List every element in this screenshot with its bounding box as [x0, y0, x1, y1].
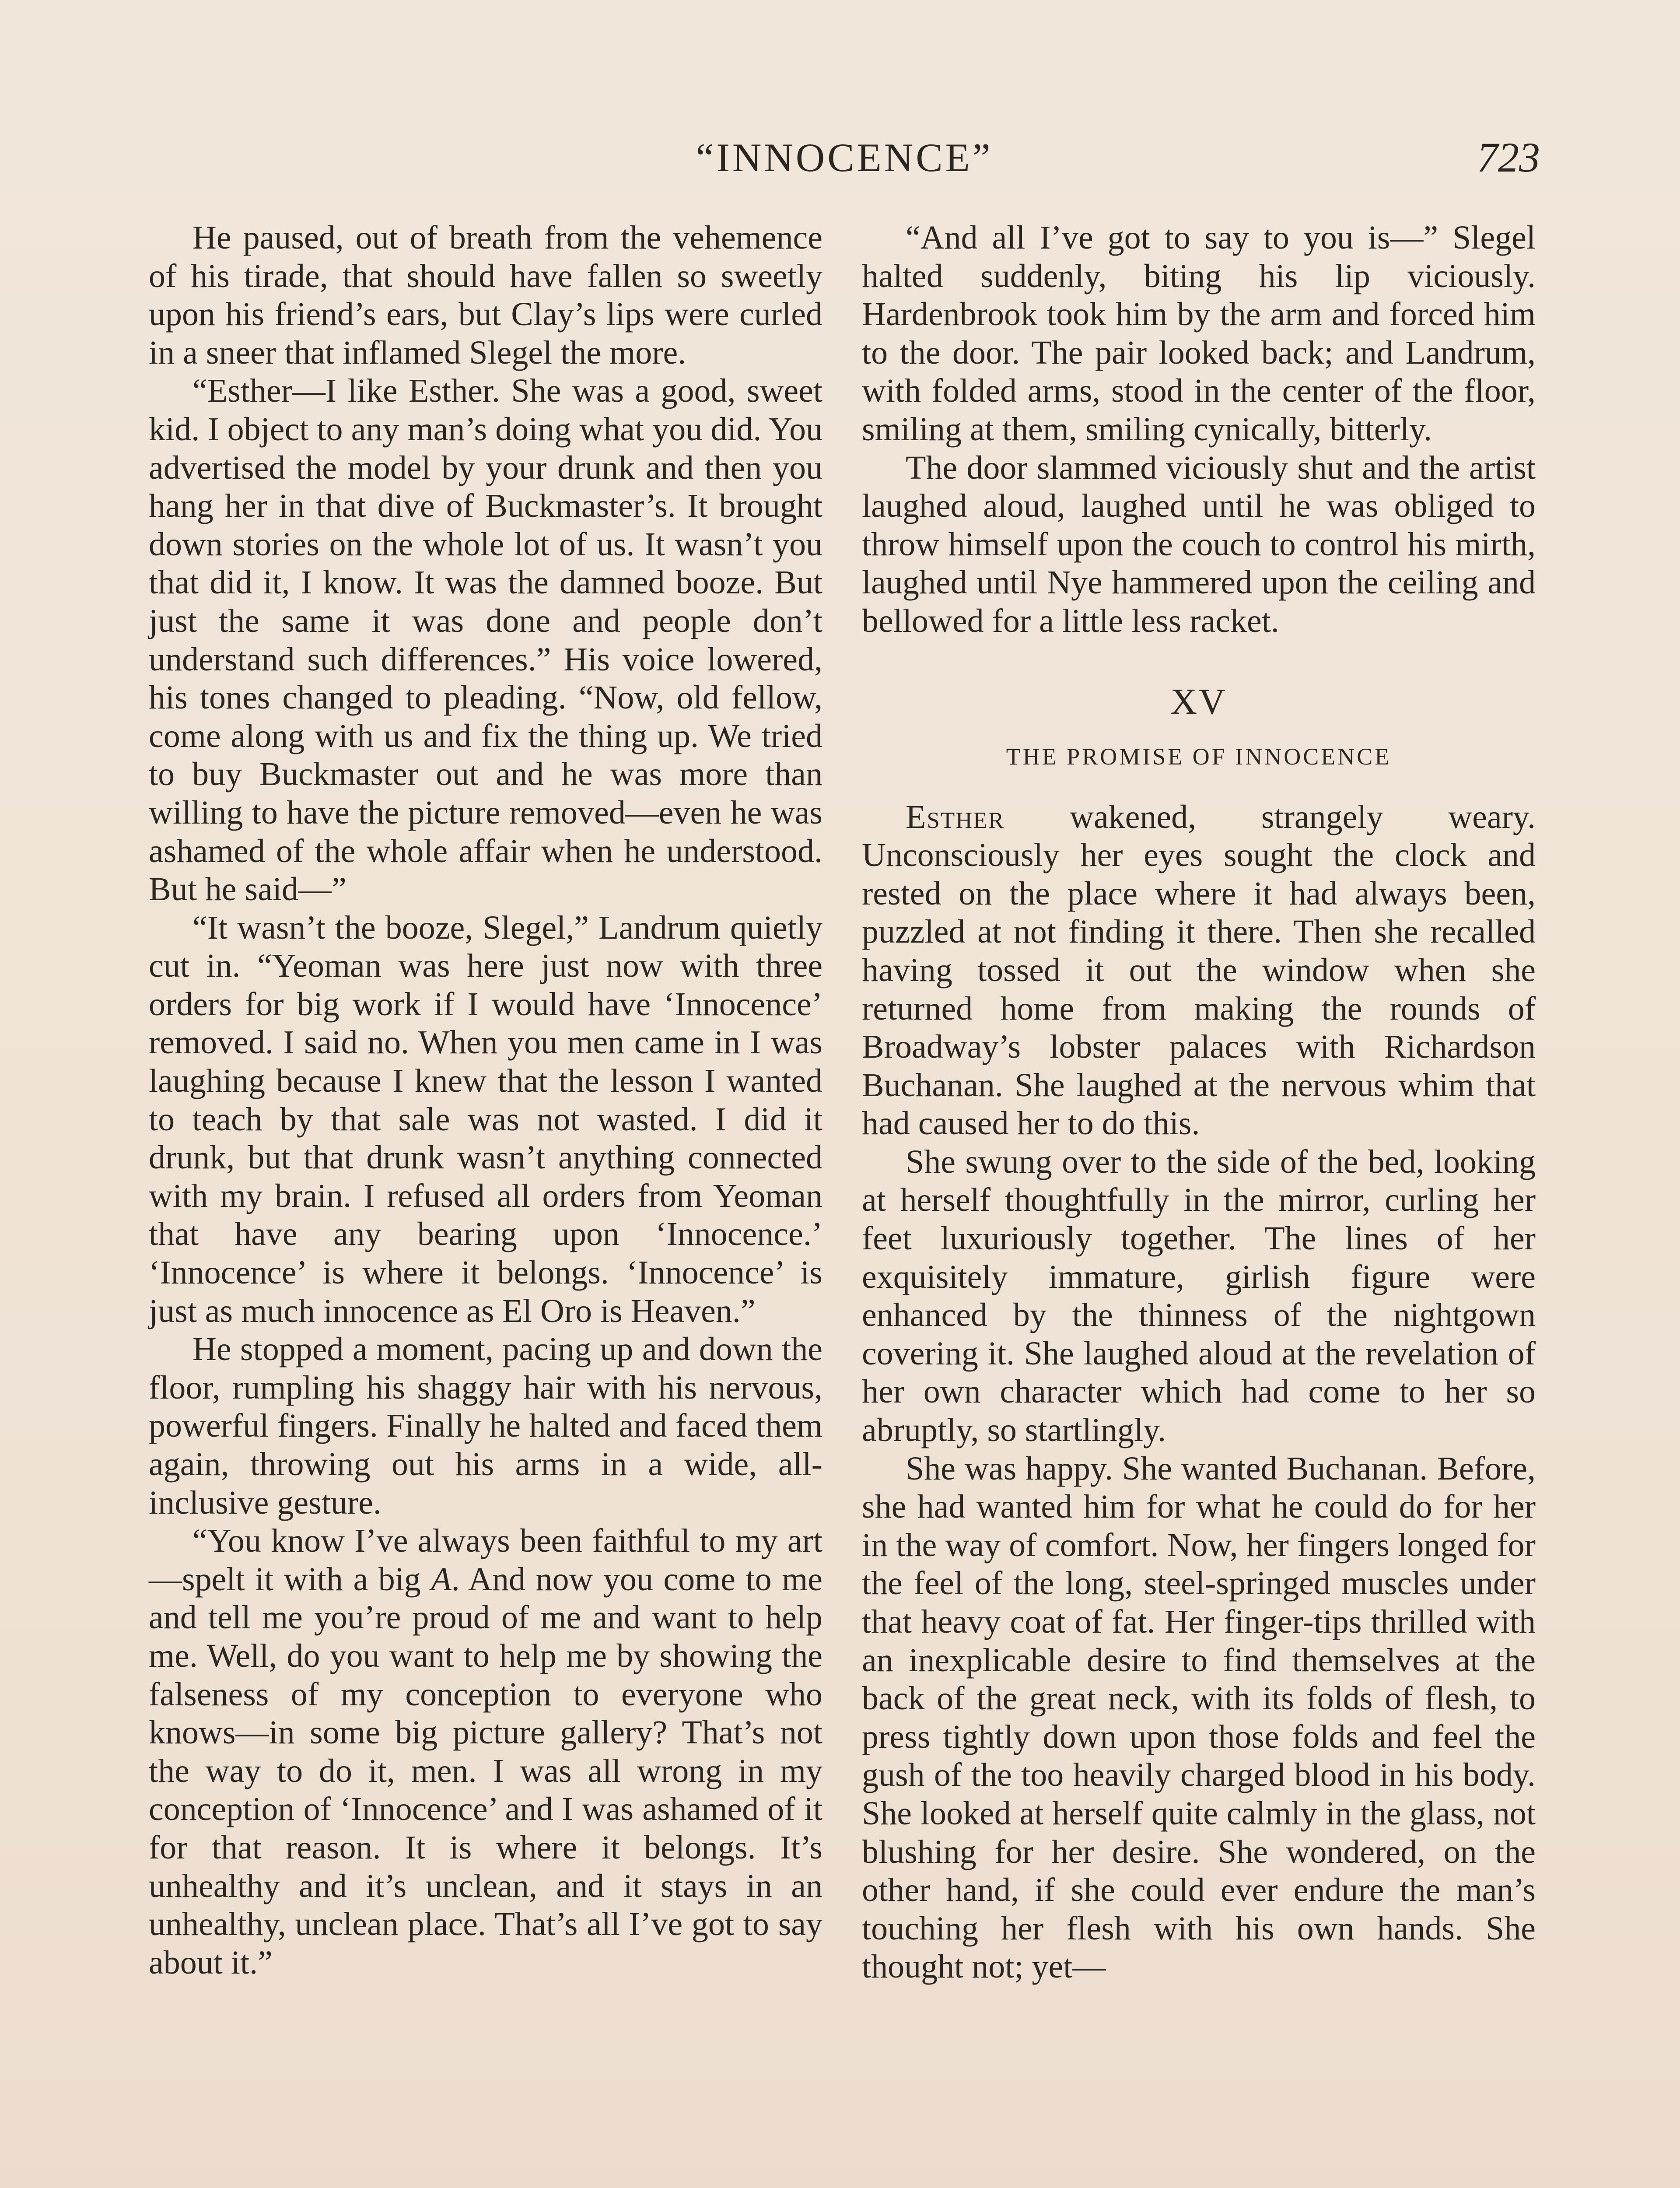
paragraph: She swung over to the side of the bed, looking at herself thoughtfully in the mirror, curling her feet luxuriously together. The lines of her exquisitely immature, girlish figure were enhanced by the thinness of the nightgown covering it. She laughed aloud at the revelation of her own character which had come to her so abruptly, so startlingly.	[862, 1143, 1536, 1449]
opening-word: Esther	[906, 798, 1005, 835]
paragraph	[149, 1522, 822, 1982]
italic-letter: A	[431, 1560, 452, 1598]
paragraph-text: wakened, strangely weary. Unconsciously her eyes sought the clock and rested on the place where it had always been, puzzled at not finding it there. Then she recalled having tossed it out the window when she returned home from making the rounds of Broadway’s lobster palaces with Richardson Buchanan. She laughed at the nervous whim that had caused her to do this.	[862, 798, 1536, 1142]
paragraph: He paused, out of breath from the vehemence of his tirade, that should have fallen so sweetly upon his friend’s ears, but Clay’s lips were curled in a sneer that inflamed Slegel the more.	[149, 219, 822, 371]
paragraph-text: . And now you come to me and tell me you’re proud of me and want to help me. Well, do you want to help me by showing the falseness of my conception to everyone who knows—in some big picture gallery? That’s not the way to do it, men. I was all wrong in my conception of ‘Innocence’ and I was ashamed of it for that reason. It is where it belongs. It’s unhealthy and it’s unclean, and it stays in an unhealthy, unclean place. That’s all I’ve got to say about it.”	[149, 1560, 822, 1981]
paragraph: “It wasn’t the booze, Slegel,” Landrum quietly cut in. “Yeoman was here just now with three orders for big work if I would have ‘Innocence’ removed. I said no. When you men came in I was laughing because I knew that the lesson I wanted to teach by that sale was not wasted. I did it drunk, but that drunk wasn’t anything connected with my brain. I refused all orders from Yeoman that have any bearing upon ‘Innocence.’ ‘Innocence’ is where it belongs. ‘Innocence’ is just as much innocence as El Oro is Heaven.”	[149, 909, 822, 1329]
right-column	[862, 219, 1536, 1986]
paragraph: “Esther—I like Esther. She was a good, sweet kid. I object to any man’s doing what you did. You advertised the model by your drunk and then you hang her in that dive of Buckmaster’s. It brought down stories on the whole lot of us. It wasn’t you that did it, I know. It was the damned booze. But just the same it was done and people don’t understand such differences.” His voice lowered, his tones changed to pleading. “Now, old fellow, come along with us and fix the thing up. We tried to buy Buckmaster out and he was more than willing to have the picture removed—even he was ashamed of the whole affair when he understood. But he said—”	[149, 372, 822, 908]
running-head	[149, 131, 1540, 184]
paragraph-text: “You know I’ve always been faithful to my art—spelt it with a big	[149, 1522, 822, 1598]
paragraph: He stopped a moment, pacing up and down the floor, rumpling his shaggy hair with his nervous, powerful fingers. Finally he halted and faced them again, throwing out his arms in a wide, all-inclusive gesture.	[149, 1331, 822, 1521]
chapter-title: THE PROMISE OF INNOCENCE	[1006, 743, 1392, 770]
chapter-number: XV	[1170, 681, 1227, 722]
chapter-opening-paragraph	[862, 798, 1536, 1143]
running-title: “INNOCENCE”	[696, 135, 993, 180]
page-number: 723	[1477, 134, 1540, 181]
paragraph: “And all I’ve got to say to you is—” Slegel halted suddenly, biting his lip viciously. Hardenbrook took him by the arm and forced him to the door. The pair looked back; and Landrum, with folded arms, stood in the center of the floor, smiling at them, smiling cynically, bitterly.	[862, 219, 1536, 448]
paragraph: The door slammed viciously shut and the artist laughed aloud, laughed until he was obliged to throw himself upon the couch to control his mirth, laughed until Nye hammered upon the ceiling and bellowed for a little less racket.	[862, 449, 1536, 639]
left-column	[149, 219, 822, 1982]
paragraph: She was happy. She wanted Buchanan. Before, she had wanted him for what he could do for her in the way of comfort. Now, her fingers longed for the feel of the long, steel-springed muscles under that heavy coat of fat. Her finger-tips thrilled with an inexplicable desire to find themselves at the back of the great neck, with its folds of flesh, to press tightly down upon those folds and feel the gush of the too heavily charged blood in his body. She looked at herself quite calmly in the glass, not blushing for her desire. She wondered, on the other hand, if she could ever endure the man’s touching her flesh with his own hands. She thought not; yet—	[862, 1450, 1536, 1985]
